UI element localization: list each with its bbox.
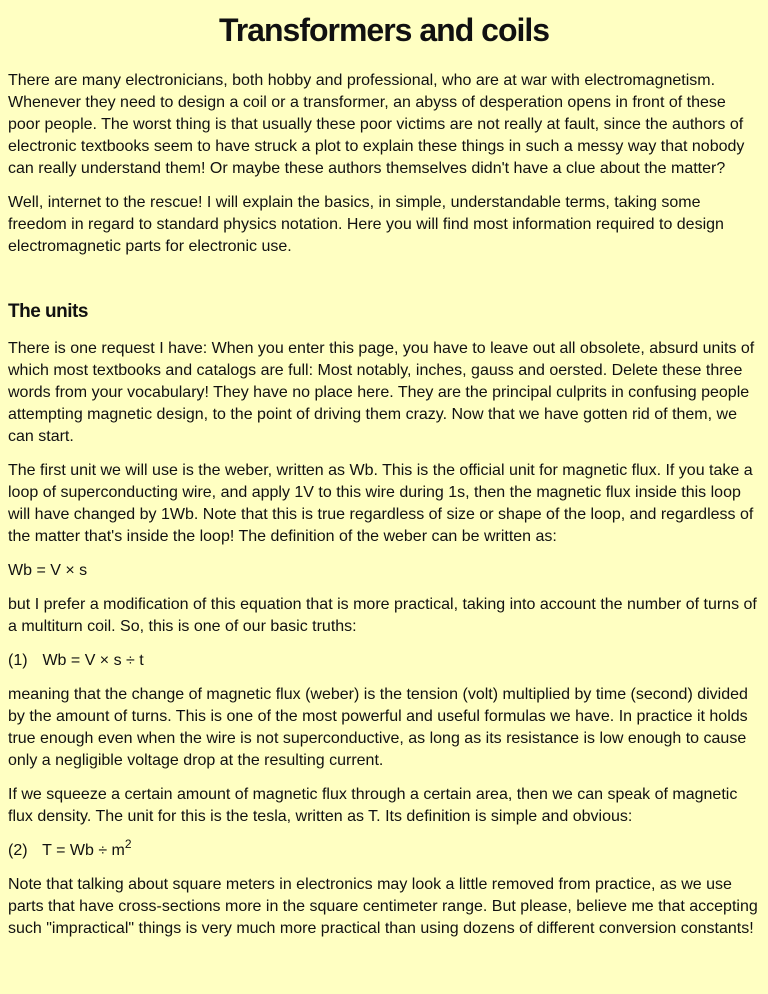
units-paragraph-5: If we squeeze a certain amount of magnetic flux through a certain area, then we can speak of magnetic flux density. The unit for this is the tesla, written as T. Its definition is simple and obvious: xyxy=(8,786,738,825)
weber-definition-formula: Wb = V × s xyxy=(8,562,88,579)
units-paragraph-2: The first unit we will use is the weber, written as Wb. This is the official unit for magnetic flux. If you take a loop of superconducting wire, and apply 1V to this wire during 1s, then the magnetic flux inside this loop will have changed by 1Wb. Note that this is true regardless of size or shape of the loop, and regardless of the matter that's inside the loop! The definition of the weber can be written as: xyxy=(8,462,754,545)
equation-1 xyxy=(8,650,760,672)
section-heading-units: The units xyxy=(8,301,88,322)
equation-2 xyxy=(8,837,760,862)
intro-paragraph-1: There are many electronicians, both hobby and professional, who are at war with electromagnetism. Whenever they need to design a coil or a transformer, an abyss of desperation opens in front of these poor people. The worst thing is that usually these poor victims are not really at fault, since the authors of electronic textbooks seem to have struck a plot to explain these things in such a messy way that nobody can really understand them! Or maybe these authors themselves didn't have a clue about the matter? xyxy=(8,72,745,177)
intro-paragraph-2: Well, internet to the rescue! I will explain the basics, in simple, understandable terms, taking some freedom in regard to standard physics notation. Here you will find most information required to design electromagnetic parts for electronic use. xyxy=(8,194,724,255)
equation-2-exponent: 2 xyxy=(124,837,132,851)
page-title: Transformers and coils xyxy=(218,12,550,48)
units-paragraph-3: but I prefer a modification of this equation that is more practical, taking into account the number of turns of a multiturn coil. So, this is one of our basic truths: xyxy=(8,596,757,635)
equation-1-number: (1) xyxy=(8,652,28,669)
units-paragraph-4: meaning that the change of magnetic flux (weber) is the tension (volt) multiplied by time (second) divided by the amount of turns. This is one of the most powerful and useful formulas we have. In practice it holds true enough even when the wire is not superconductive, as long as its resistance is low enough to cause only a negligible voltage drop at the resulting current. xyxy=(8,686,748,769)
units-paragraph-6: Note that talking about square meters in electronics may look a little removed from practice, as we use parts that have cross-sections more in the square centimeter range. But please, believe me that accepting such "impractical" things is very much more practical than using dozens of different conversion constants! xyxy=(8,876,758,937)
equation-2-formula: T = Wb ÷ m xyxy=(42,842,125,859)
page xyxy=(0,12,768,940)
equation-1-formula: Wb = V × s ÷ t xyxy=(42,652,144,669)
units-paragraph-1: There is one request I have: When you enter this page, you have to leave out all obsolete, absurd units of which most textbooks and catalogs are full: Most notably, inches, gauss and oersted. Delete these three words from your vocabulary! They have no place here. They are the principal culprits in confusing people attempting magnetic design, to the point of driving them crazy. Now that we have gotten rid of them, we can start. xyxy=(8,340,755,445)
equation-2-number: (2) xyxy=(8,842,28,859)
